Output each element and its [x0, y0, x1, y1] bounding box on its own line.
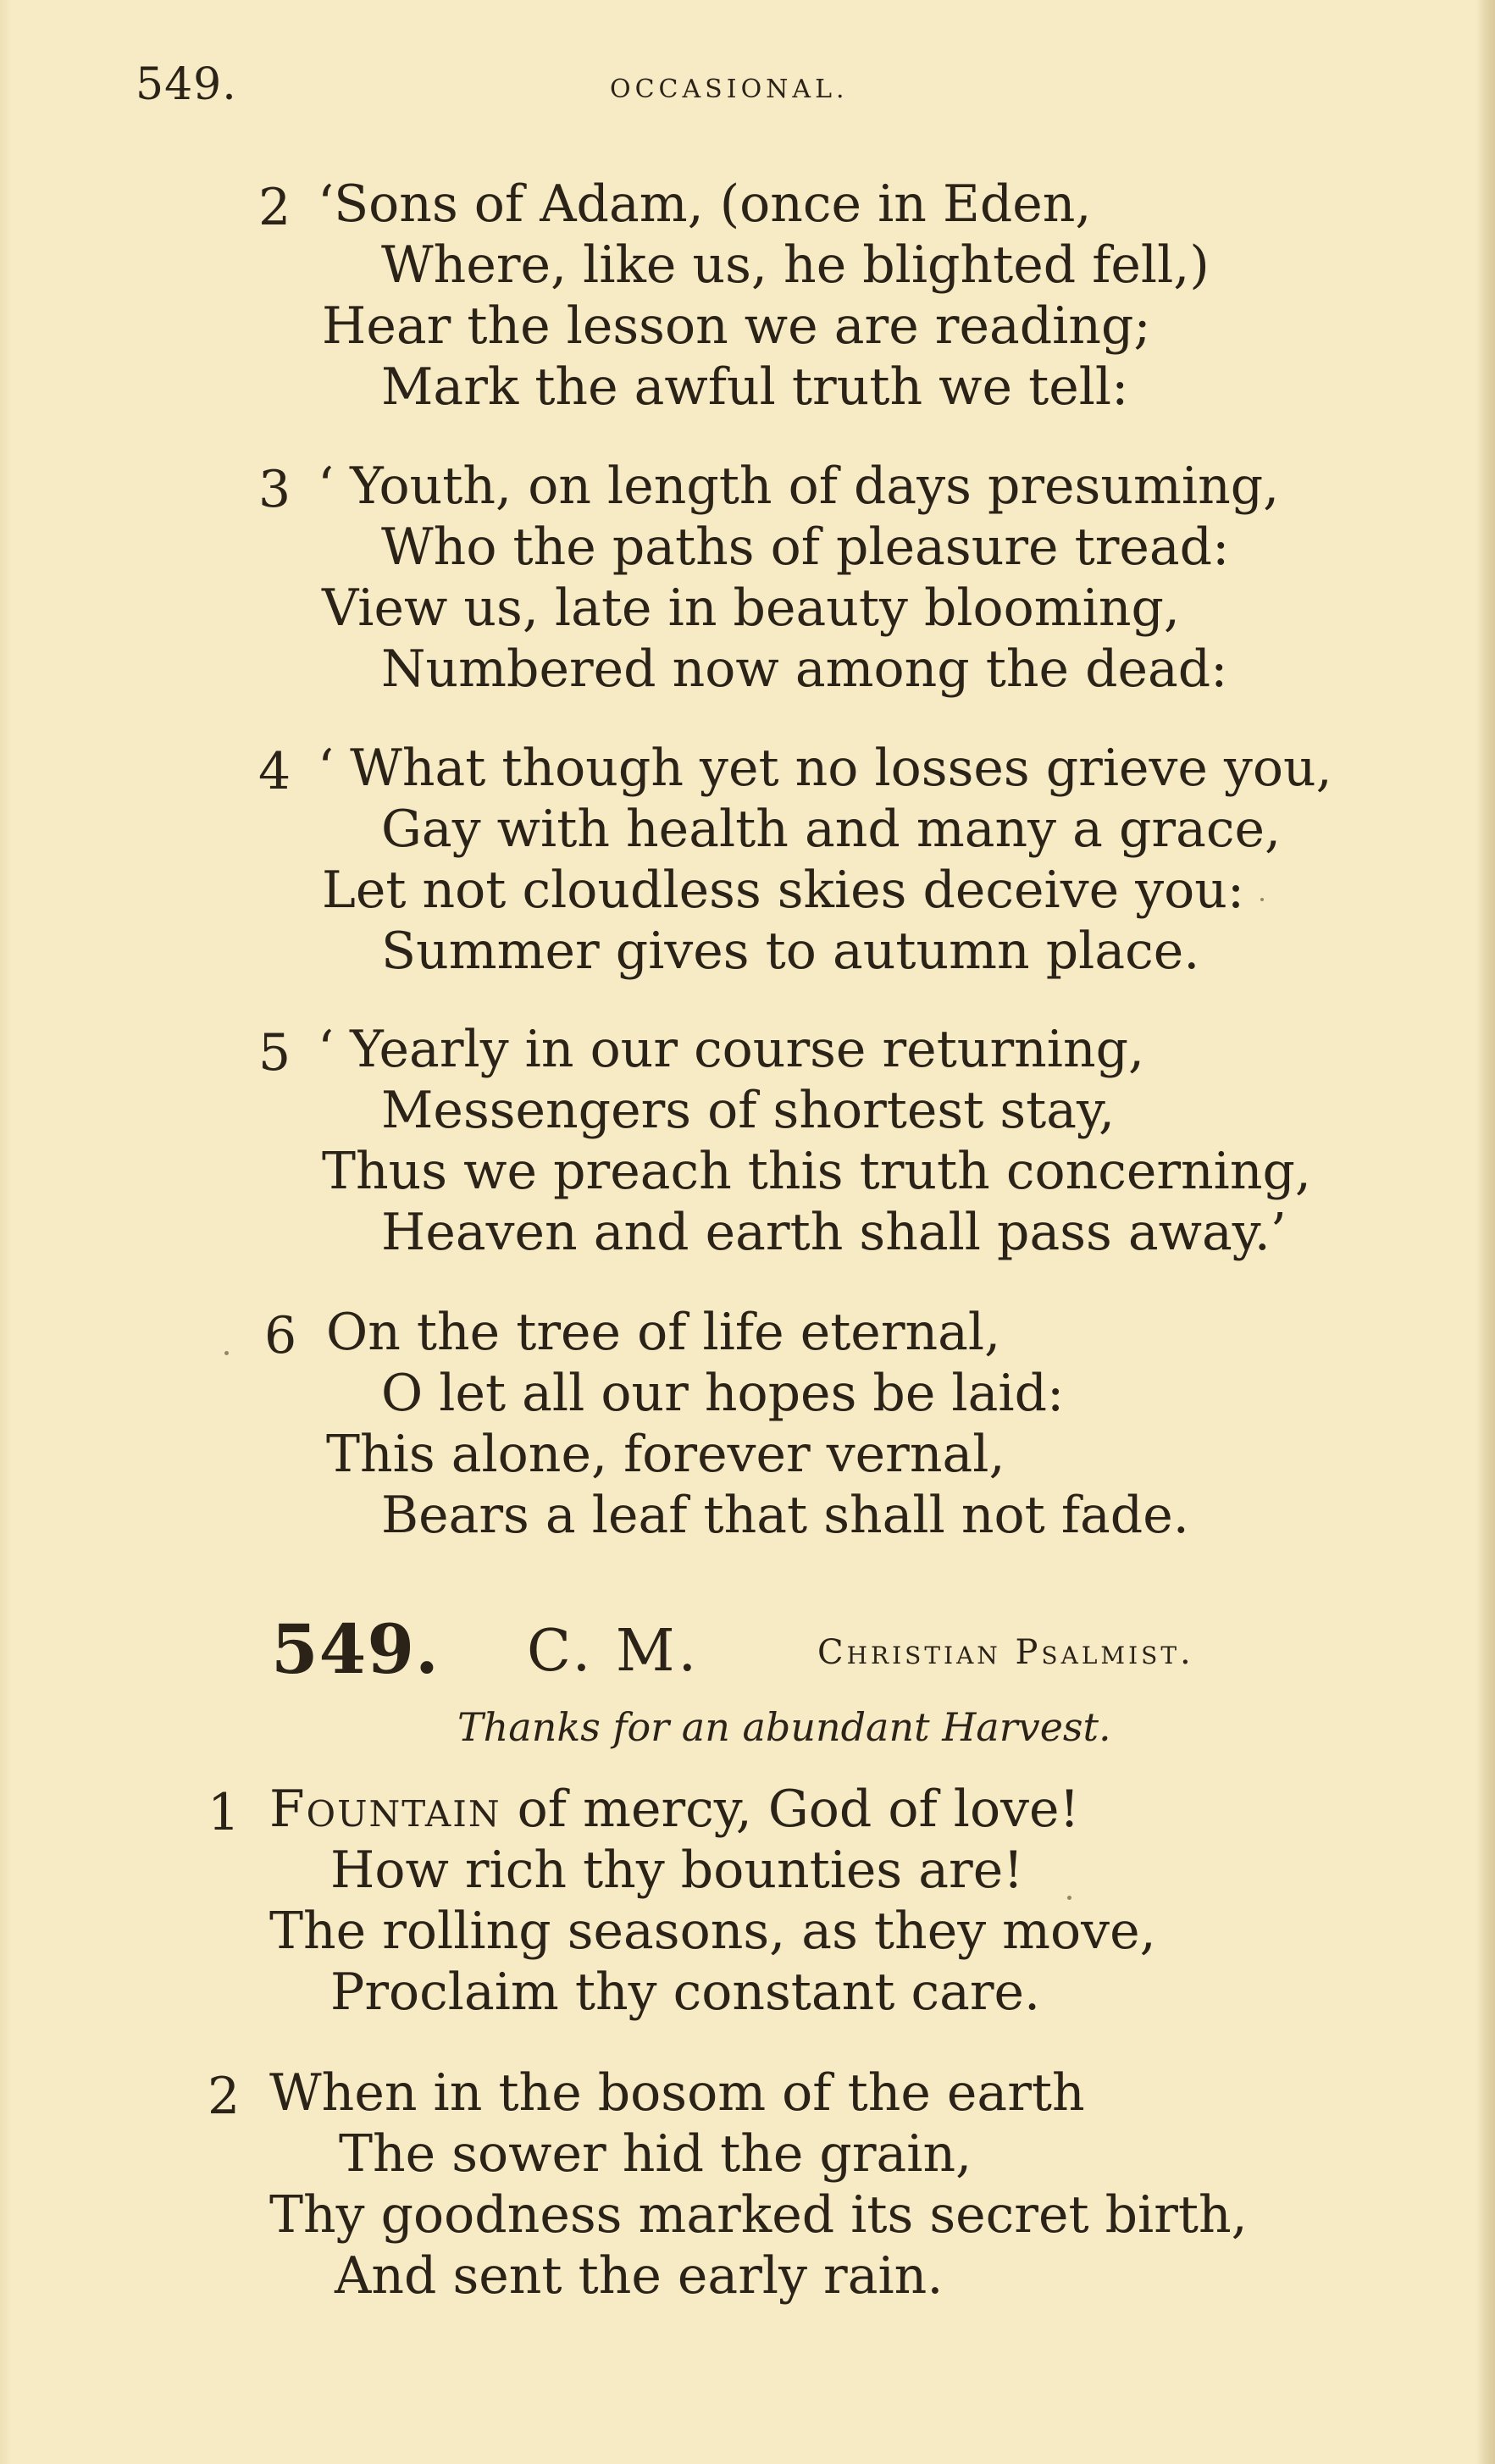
verse-line: Hear the lesson we are reading; — [322, 296, 1151, 356]
stanza-number: 2 — [258, 178, 291, 237]
verse-line: Messengers of shortest stay, — [381, 1081, 1116, 1140]
hymn-subtitle: Thanks for an abundant Harvest. — [457, 1704, 1111, 1750]
page-number: 549. — [136, 59, 237, 110]
ink-speck — [1067, 1896, 1071, 1900]
verse-line: ‘Sons of Adam, (once in Eden, — [318, 174, 1092, 234]
verse-line: When in the bosom of the earth — [269, 2063, 1085, 2123]
verse-line: Where, like us, he blighted fell,) — [381, 235, 1210, 295]
page-edge-right — [1476, 0, 1495, 2464]
verse-line: Who the paths of pleasure tread: — [381, 518, 1230, 577]
ink-speck — [1260, 898, 1264, 901]
stanza-number: 4 — [258, 742, 291, 801]
verse-line: On the tree of life eternal, — [326, 1303, 1001, 1362]
hymn-author: Christian Psalmist. — [817, 1633, 1194, 1672]
verse-line: Let not cloudless skies deceive you: — [322, 861, 1245, 920]
verse-line: How rich thy bounties are! — [330, 1841, 1024, 1900]
verse-line: Gay with health and many a grace, — [381, 800, 1282, 859]
verse-line: Heaven and earth shall pass away.’ — [381, 1203, 1287, 1262]
verse-line: And sent the early rain. — [335, 2246, 944, 2306]
verse-line: The sower hid the grain, — [339, 2124, 972, 2184]
stanza-number: 2 — [208, 2067, 241, 2126]
first-line-rest: of mercy, God of love! — [501, 1780, 1080, 1839]
stanza-number: 6 — [264, 1306, 297, 1365]
verse-line: Thus we preach this truth concerning, — [322, 1142, 1311, 1201]
ink-speck — [224, 1351, 229, 1355]
verse-line: Numbered now among the dead: — [381, 640, 1228, 699]
verse-line — [269, 1779, 1080, 1840]
verse-line: Bears a leaf that shall not fade. — [381, 1486, 1189, 1545]
verse-line: ‘ What though yet no losses grieve you, — [318, 739, 1332, 798]
verse-line: The rolling seasons, as they move, — [269, 1902, 1156, 1961]
verse-line: View us, late in beauty blooming, — [322, 579, 1180, 638]
stanza-number: 5 — [258, 1023, 291, 1082]
verse-line: Summer gives to autumn place. — [381, 922, 1200, 981]
verse-line: Thy goodness marked its secret birth, — [269, 2185, 1248, 2245]
stanza-number: 3 — [258, 460, 291, 519]
page-edge-left — [0, 0, 12, 2464]
stanza-number: 1 — [208, 1783, 241, 1842]
verse-line: This alone, forever vernal, — [326, 1425, 1005, 1484]
verse-line: ‘ Yearly in our course returning, — [318, 1020, 1145, 1079]
verse-line: Proclaim thy constant care. — [330, 1963, 1041, 2022]
hymn-meter: C. M. — [527, 1618, 700, 1685]
verse-line: Mark the awful truth we tell: — [381, 357, 1129, 417]
verse-line: ‘ Youth, on length of days presuming, — [318, 457, 1280, 516]
hymn-number: 549. — [271, 1609, 440, 1689]
verse-line: O let all our hopes be laid: — [381, 1364, 1065, 1423]
running-head: OCCASIONAL. — [610, 75, 849, 104]
first-word: Fountain — [269, 1780, 501, 1839]
